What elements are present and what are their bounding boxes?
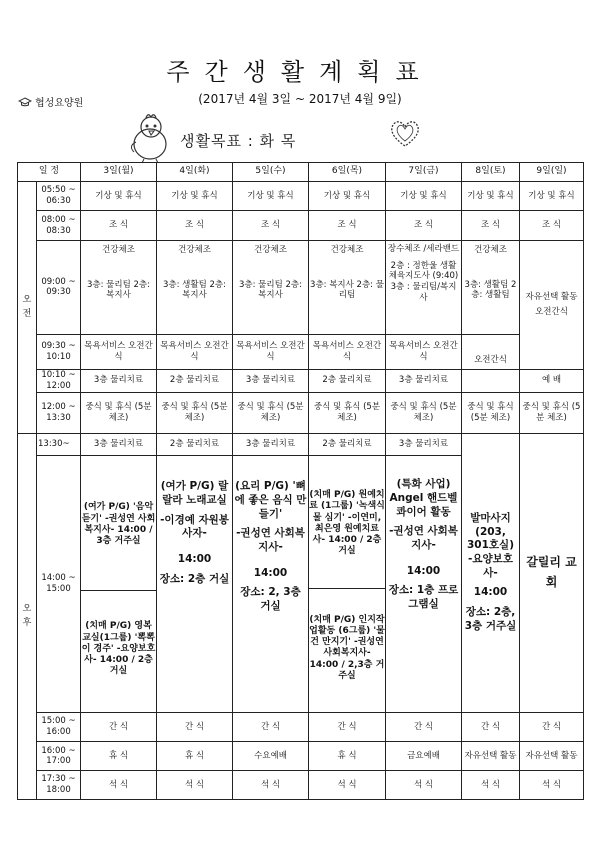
schedule-cell: 기상 및 휴식 [81, 181, 157, 211]
table-row [18, 181, 584, 211]
table-row [18, 392, 584, 433]
schedule-cell: 조 식 [157, 211, 233, 241]
table-row [18, 712, 584, 742]
schedule-cell: 석 식 [81, 771, 157, 800]
org-label: 협성요양원 [35, 98, 84, 109]
pm-label: 오후 [18, 433, 37, 799]
schedule-cell: 조 식 [462, 211, 520, 241]
time-cell: 08:00 ~ 08:30 [37, 211, 81, 241]
schedule-cell: 3층 물리치료 [233, 369, 309, 392]
schedule-cell: 중식 및 휴식 (5분 체조) [157, 392, 233, 433]
cell-line: 3층: 복지사 2층: 물리팀 [310, 279, 384, 301]
cell-line: 14:00 [253, 566, 288, 579]
schedule-cell: 조 식 [520, 211, 584, 241]
schedule-cell: 2층 물리치료 [309, 433, 386, 456]
schedule-cell: 간 식 [386, 712, 462, 742]
cell-line: 발마사지 (203, 301호실) -요양보호사- [466, 512, 514, 579]
cell-line: 장소: 2, 3층 거실 [240, 586, 301, 612]
cell-line: 건강체조 [330, 245, 364, 256]
schedule-cell: 기상 및 휴식 [309, 181, 386, 211]
day-header: 7일(금) [386, 163, 462, 182]
schedule-cell [233, 456, 309, 712]
cell-line: 3층: 물리팀 2층: 복지사 [86, 279, 150, 301]
cell-line: 14:00 [473, 586, 508, 599]
schedule-cell [462, 369, 520, 392]
cell-line: (치매 P/G) 원예치료 (1그룹) '녹색식물 심기' -이연미, 최은영 원예치료사- 14:00 / 2층 거실 [309, 490, 385, 557]
chick-icon [126, 112, 176, 164]
day-header: 4일(화) [157, 163, 233, 182]
time-cell: 09:30 ~ 10:10 [37, 334, 81, 369]
schedule-cell: 조 식 [386, 211, 462, 241]
schedule-cell: 조 식 [233, 211, 309, 241]
cell-line: (요리 P/G) '뼈에 좋은 음식 만들기' [234, 480, 307, 520]
time-cell: 05:50 ~ 06:30 [37, 181, 81, 211]
day-header: 9일(일) [520, 163, 584, 182]
schedule-cell: 금요예배 [386, 742, 462, 771]
schedule-cell: 자유선택 활동 [520, 742, 584, 771]
cell-line: 3층: 생활팀 2층: 생활팀 [464, 279, 517, 301]
schedule-cell: 2층 물리치료 [157, 369, 233, 392]
schedule-cell: 기상 및 휴식 [157, 181, 233, 211]
schedule-cell: 3층 물리치료 [233, 433, 309, 456]
time-cell: 17:30 ~ 18:00 [37, 771, 81, 800]
schedule-cell: 기상 및 휴식 [520, 181, 584, 211]
schedule-cell [386, 241, 462, 335]
schedule-cell: 3층 물리치료 [81, 369, 157, 392]
schedule-cell: 조 식 [309, 211, 386, 241]
schedule-cell: 기상 및 휴식 [462, 181, 520, 211]
cell-line: -권성연 사회복지사- [236, 527, 305, 553]
schedule-cell: 간 식 [157, 712, 233, 742]
schedule-cell: 2층 물리치료 [157, 433, 233, 456]
schedule-cell: 목욕서비스 오전간식 [386, 334, 462, 369]
schedule-cell [309, 241, 386, 335]
cell-line: 장수체조 /세라밴드 [387, 244, 460, 255]
schedule-cell: 갈릴리 교회 [520, 433, 584, 712]
schedule-cell: 석 식 [309, 771, 386, 800]
table-row [18, 742, 584, 771]
cell-line: 건강체조 [254, 245, 287, 256]
schedule-cell: 간 식 [520, 712, 584, 742]
day-header: 3일(월) [81, 163, 157, 182]
schedule-cell: 중식 및 휴식 (5분 체조) [233, 392, 309, 433]
day-header: 8일(토) [462, 163, 520, 182]
table-row [18, 241, 584, 335]
cell-line: 3층: 물리팀 2층: 복지사 [238, 279, 302, 301]
schedule-cell: 석 식 [462, 771, 520, 800]
schedule-cell: 목욕서비스 오전간식 [233, 334, 309, 369]
schedule-cell: 석 식 [157, 771, 233, 800]
cell-line: 건강체조 [474, 245, 507, 256]
schedule-cell: 3층 물리치료 [81, 433, 157, 456]
schedule-cell: 2층 물리치료 [309, 369, 386, 392]
am-label: 오전 [18, 181, 37, 433]
schedule-cell: 기상 및 휴식 [386, 181, 462, 211]
day-header: 5일(수) [233, 163, 309, 182]
org-name [18, 94, 83, 109]
cell-line: 14:00 [177, 552, 212, 565]
time-cell: 15:00 ~ 16:00 [37, 712, 81, 742]
schedule-cell: 기상 및 휴식 [233, 181, 309, 211]
cell-line: 장소: 1층 프로그램실 [388, 584, 459, 610]
schedule-cell [309, 456, 386, 712]
schedule-cell: 목욕서비스 오전간식 [309, 334, 386, 369]
cell-line: -이경예 자원봉사자- [160, 513, 229, 540]
schedule-cell [81, 241, 157, 335]
schedule-cell: 중식 및 휴식 (5분 체조) [520, 392, 584, 433]
cell-line: (치매 P/G) 인지작업활동 (6그룹) '물건 만지기' -권성연 사회복지사- 14:00 / 2,3층 거주실 [309, 614, 385, 681]
table-row [18, 334, 584, 369]
schedule-cell: 조 식 [81, 211, 157, 241]
table-row [18, 369, 584, 392]
cap-icon [18, 97, 32, 107]
schedule-cell: 간 식 [233, 712, 309, 742]
schedule-table [17, 162, 584, 800]
schedule-cell: 간 식 [462, 712, 520, 742]
cell-line: (여가 P/G) '음악 듣기' -권성연 사회복지사- 14:00 / 3층 거주실 [81, 502, 156, 547]
page-title: 주간생활계획표 [166, 58, 434, 86]
schedule-cell [462, 241, 520, 335]
schedule-cell [81, 456, 157, 712]
day-header: 6일(목) [309, 163, 386, 182]
schedule-cell: 중식 및 휴식 (5분 체조) [386, 392, 462, 433]
schedule-cell: 수요예배 [233, 742, 309, 771]
schedule-cell: 3층 물리치료 [386, 369, 462, 392]
schedule-cell: 간 식 [81, 712, 157, 742]
cell-line: 3층: 생활팀 2층: 복지사 [162, 279, 226, 301]
cell-line: (치매 P/G) 영복교실(1그룹) '뽁뽁이 경주' -요양보호사- 14:00 / 2층 거실 [81, 621, 156, 677]
table-row [18, 771, 584, 800]
time-cell: 12:00 ~ 13:30 [37, 392, 81, 433]
schedule-cell: 자유선택 활동 [462, 742, 520, 771]
schedule-cell: 중식 및 휴식 (5분 체조) [309, 392, 386, 433]
table-row [18, 433, 584, 456]
schedule-cell: 휴 식 [81, 742, 157, 771]
schedule-cell: 목욕서비스 오전간식 [81, 334, 157, 369]
cell-line: 건강체조 [102, 245, 135, 256]
schedule-cell [157, 241, 233, 335]
time-cell: 13:30~ [37, 433, 81, 456]
schedule-cell: 목욕서비스 오전간식 [157, 334, 233, 369]
time-cell: 14:00 ~ 15:00 [37, 456, 81, 712]
schedule-cell: 자유선택 활동 오전간식 [520, 241, 584, 370]
table-row [18, 211, 584, 241]
schedule-cell [386, 456, 462, 712]
cell-line: -권성연 사회복지사- [389, 525, 458, 551]
period-label: (2017년 4월 3일 ~ 2017년 4월 9일) [198, 92, 402, 106]
cell-line: (여가 P/G) 랄랄라 노래교실 [160, 480, 229, 507]
schedule-cell: 석 식 [233, 771, 309, 800]
cell-line: 장소: 2층 거실 [159, 572, 230, 585]
cell-line: 장소: 2층, 3층 거주실 [464, 605, 517, 632]
time-cell: 16:00 ~ 17:00 [37, 742, 81, 771]
cell-line: 14:00 [406, 564, 441, 577]
schedule-cell [157, 456, 233, 712]
heart-wreath-icon [388, 118, 422, 150]
schedule-cell [462, 433, 520, 712]
schedule-cell: 중식 및 휴식 (5분 체조) [462, 392, 520, 433]
schedule-cell: 오전간식 [462, 334, 520, 369]
cell-line: 3층 : 물리팀/복지사 [390, 282, 457, 303]
cell-line: 2층 : 정한울 생활체육지도사 (9:40) [388, 260, 459, 282]
schedule-cell [233, 241, 309, 335]
corner-cell: 일 정 [18, 163, 81, 182]
schedule-cell: 간 식 [309, 712, 386, 742]
schedule-cell: 중식 및 휴식 (5분 체조) [81, 392, 157, 433]
cell-line: (특화 사업) Angel 핸드벨 콰이어 활동 [389, 478, 458, 518]
schedule-cell: 3층 물리치료 [386, 433, 462, 456]
schedule-cell: 석 식 [386, 771, 462, 800]
schedule-cell: 휴 식 [309, 742, 386, 771]
schedule-cell: 석 식 [520, 771, 584, 800]
time-cell: 09:00 ~ 09:30 [37, 241, 81, 335]
header-row [18, 163, 584, 182]
cell-line: 건강체조 [178, 245, 211, 256]
schedule-cell: 예 배 [520, 369, 584, 392]
goal-label: 생활목표 : 화 목 [180, 132, 297, 150]
time-cell: 10:10 ~ 12:00 [37, 369, 81, 392]
schedule-cell: 휴 식 [157, 742, 233, 771]
